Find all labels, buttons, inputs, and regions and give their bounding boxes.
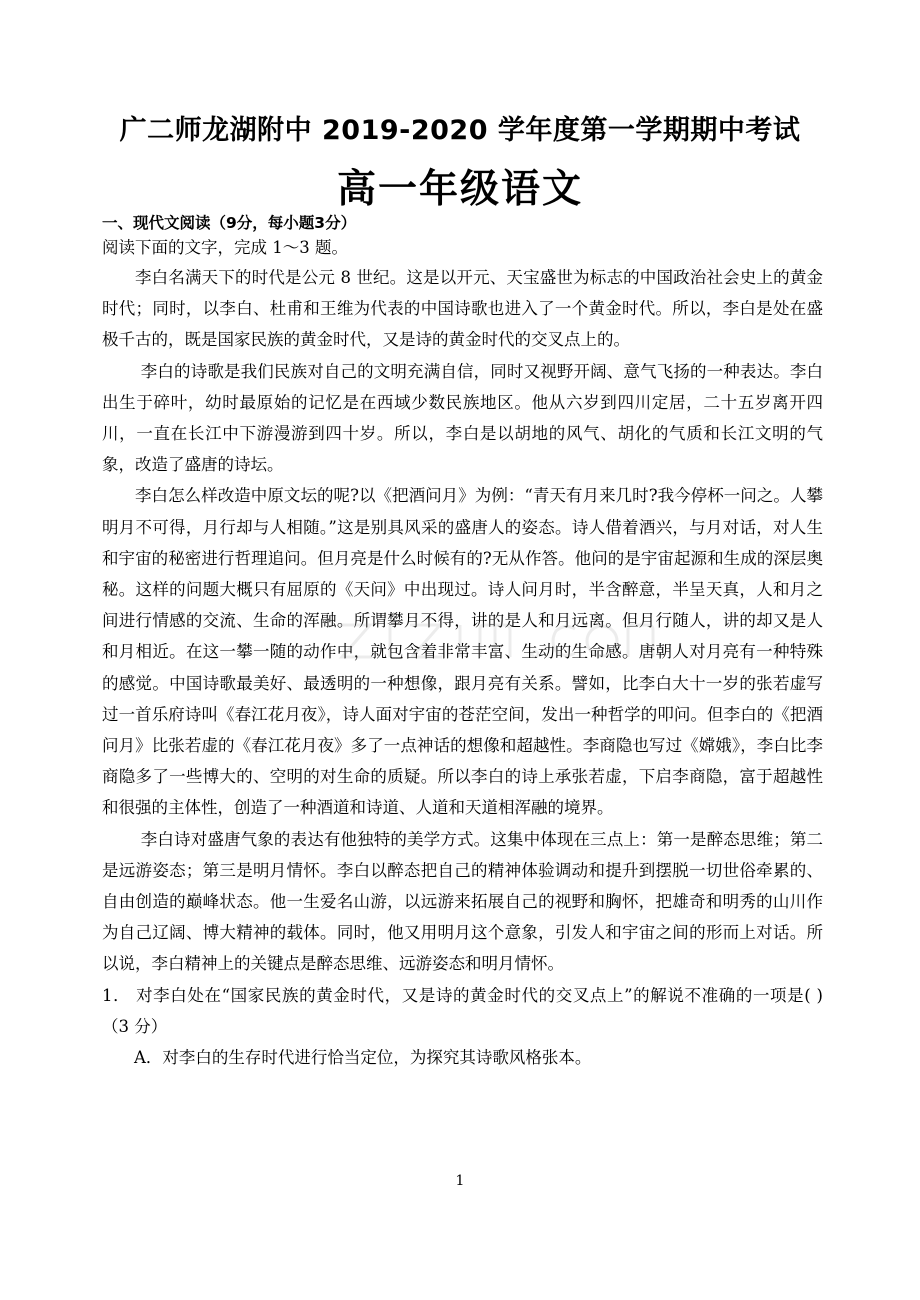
passage-paragraph-3: 李白怎么样改造中原文坛的呢?以《把酒问月》为例：“青天有月来几时?我今停杯一问之。人攀明月不可得，月行却与人相随。”这是别具风采的盛唐人的姿态。诗人借着酒兴，与月对话，对人生和宇宙的秘密进行哲理追问。但月亮是什么时候有的?无从作答。他问的是宇宙起源和生成的深层奥秘。这样的问题大概只有屈原的《天问》中出现过。诗人问月时，半含醉意，半呈天真，人和月之间进行情感的交流、生命的浑融。所谓攀月不得，讲的是人和月远离。但月行随人，讲的却又是人和月相近。在这一攀一随的动作中，就包含着非常丰富、生动的生命感。唐朝人对月亮有一种特殊的感觉。中国诗歌最美好、最透明的一种想像，跟月亮有关系。譬如，比李白大十一岁的张若虚写过一首乐府诗叫《春江花月夜》，诗人面对宇宙的苍茫空间，发出一种哲学的叩问。但李白的《把酒问月》比张若虚的《春江花月夜》多了一点神话的想像和超越性。李商隐也写过《嫦娥》，李白比李商隐多了一些博大的、空明的对生命的质疑。所以李白的诗上承张若虚，下启李商隐，富于超越性和很强的主体性，创造了一种酒道和诗道、人道和天道相浑融的境界。 xyxy=(102,486,823,818)
document-body xyxy=(102,212,823,1073)
passage-paragraph-2: 李白的诗歌是我们民族对自己的文明充满自信，同时又视野开阔、意气飞扬的一种表达。李白出生于碎叶，幼时最原始的记忆是在西域少数民族地区。他从六岁到四川定居，二十五岁离开四川，一直在长江中下游漫游到四十岁。所以，李白是以胡地的风气、胡化的气质和长江文明的气象，改造了盛唐的诗坛。 xyxy=(102,361,823,475)
passage-paragraph-4: 李白诗对盛唐气象的表达有他独特的美学方式。这集中体现在三点上：第一是醉态思维；第二是远游姿态；第三是明月情怀。李白以醉态把自己的精神体验调动和提升到摆脱一切世俗牵累的、自由创造的巅峰状态。他一生爱名山游，以远游来拓展自己的视野和胸怀，把雄奇和明秀的山川作为自己辽阔、博大精神的载体。同时，他又用明月这个意象，引发人和宇宙之间的形而上对话。所以说，李白精神上的关键点是醉态思维、远游姿态和明月情怀。 xyxy=(102,829,823,974)
subject-title: 高一年级语文 xyxy=(336,167,583,212)
section-instruction: 阅读下面的文字，完成 1～3 题。 xyxy=(102,238,348,257)
exam-title: 广二师龙湖附中 2019-2020 学年度第一学期期中考试 xyxy=(119,115,801,146)
question-1-stem: 1． 对李白处在“国家民族的黄金时代，又是诗的黄金时代的交叉点上”的解说不准确的一项是( ) （3 分） xyxy=(102,985,823,1036)
section-heading: 一、现代文阅读（9分，每小题3分） xyxy=(102,214,357,232)
question-1-option-a: A．对李白的生存时代进行恰当定位，为探究其诗歌风格张本。 xyxy=(134,1048,592,1068)
passage-paragraph-1: 李白名满天下的时代是公元 8 世纪。这是以开元、天宝盛世为标志的中国政治社会史上的黄金时代；同时，以李白、杜甫和王维为代表的中国诗歌也进入了一个黄金时代。所以，李白是处在盛极千古的，既是国家民族的黄金时代，又是诗的黄金时代的交叉点上的。 xyxy=(102,268,823,350)
page-number: 1 xyxy=(455,1173,465,1189)
